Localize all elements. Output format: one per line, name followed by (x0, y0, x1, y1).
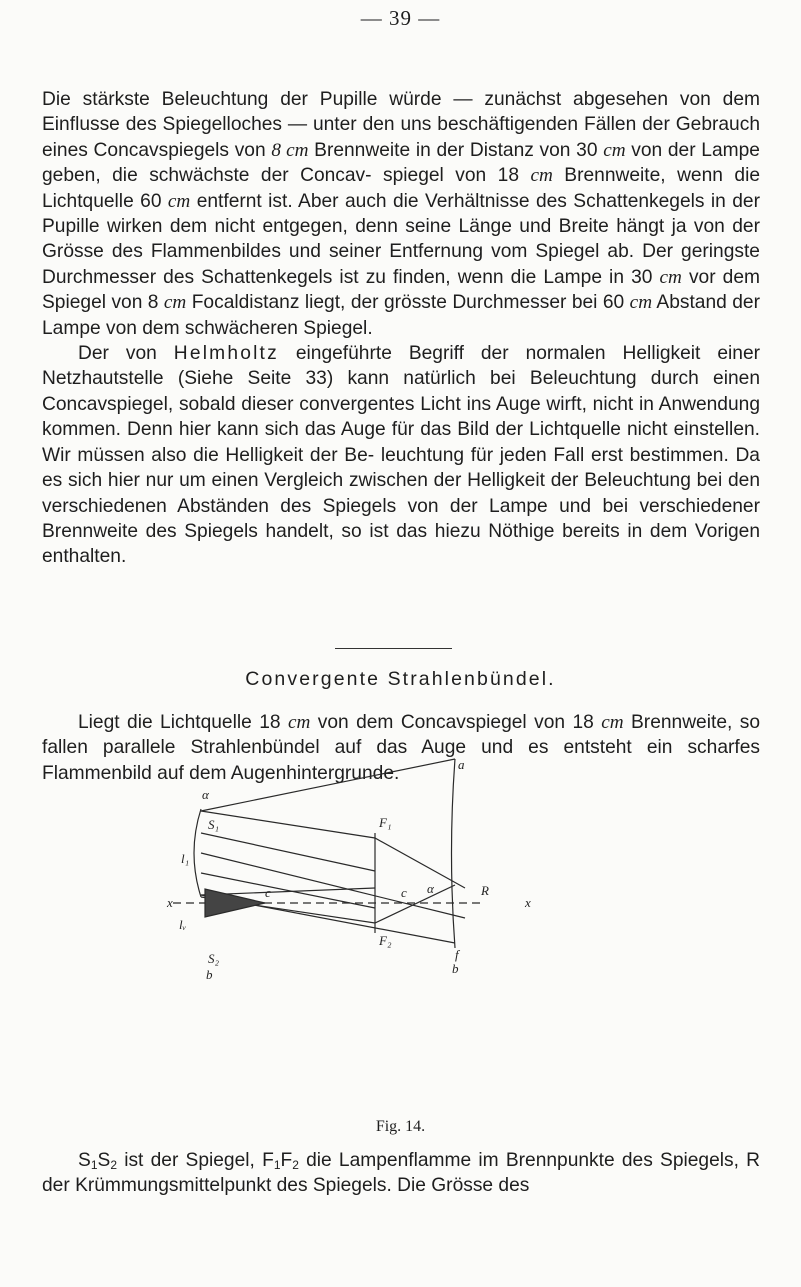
ray-line (201, 833, 375, 871)
unit-italic: cm (163, 292, 187, 314)
symbol: F (280, 1150, 293, 1171)
text-line: 60 (602, 292, 630, 314)
text-line: Netzhautstelle (Siehe Seite 33) kann natürlich bei Beleuchtung durch einen (42, 368, 760, 390)
section-heading: Convergente Strahlenbündel. (245, 668, 556, 690)
unit-italic: 8 cm (271, 139, 309, 161)
text-line: von dem Einflusse des Spiegelloches — unter den uns beschäftigenden (42, 89, 760, 136)
unit-italic: cm (629, 292, 653, 314)
text-line: Focaldistanz liegt, der grösste Durchmesser bei (186, 292, 598, 314)
text-line: leuchtung für jeden Fall erst bestimmen. Da es sich hier nur um einen (42, 444, 760, 492)
paragraph-block-2 (42, 710, 760, 786)
paragraph-block-1 (42, 87, 760, 570)
label-r: R (481, 883, 489, 898)
text-line: nicht entgegen, denn seine Länge und Breite hängt ja von der Grösse des (42, 216, 760, 263)
ray-line (201, 811, 465, 888)
paragraph-helmholtz (42, 341, 760, 570)
figure-caption: Fig. 14. (375, 1118, 426, 1135)
paragraph-mirror-description (42, 1148, 760, 1199)
text-line: Anwendung kommen. Denn hier kann sich das Auge für das Bild der (42, 393, 760, 441)
text-line: entfernt ist. (190, 190, 293, 212)
text-line: vor dem Spiegel von 8 (42, 266, 760, 314)
text-line: Brennweite, wenn die Lichtquelle 60 (42, 165, 761, 212)
text-line: von der Lampe geben, die schwächste der Concav- (42, 139, 760, 187)
mirror-arc (194, 809, 201, 897)
subscript: 2 (292, 1158, 299, 1172)
text-line: Lichtquelle nicht einstellen. Wir müssen also die Helligkeit der Be- (42, 419, 760, 466)
page-number: — 39 — (360, 6, 441, 30)
label-alpha-2: α (427, 881, 434, 896)
label-alpha: α (202, 787, 209, 802)
label-lv: lᵥ (179, 917, 187, 932)
eye-arc (452, 759, 456, 948)
text-line: Liegt die Lichtquelle 18 (78, 712, 288, 733)
text-line: des Spiegels handelt, so ist das hiezu Nöthige bereits in dem Vorigen (145, 520, 760, 542)
text-line: Distanz von 30 (469, 139, 604, 161)
text-line: Brennweite in der (308, 139, 465, 161)
label-s2: S₂ (208, 951, 220, 966)
label-x-left: x (167, 895, 173, 910)
paragraph-block-3 (42, 1148, 760, 1199)
author-name: Helmholtz (173, 343, 279, 365)
label-b-low: b (206, 967, 213, 982)
symbol: S (78, 1150, 91, 1171)
unit-italic: cm (530, 165, 553, 187)
unit-italic: cm (659, 266, 682, 288)
text-line: Flammenbildes und seiner Entfernung vom Spiegel ab. Der geringste (150, 241, 760, 263)
label-b-bottom: b (452, 961, 459, 976)
text-line: Spiegels, R der Krümmungsmittelpunkt des Spiegels. Die Grösse des (42, 1150, 761, 1197)
text-line: Vergleich zwischen der Helligkeit der Beleuchtung bei den verschiedenen (42, 470, 761, 517)
text-line: Abstand der Lampe von dem schwächeren Spiegel. (42, 292, 760, 339)
text-line: Der von (78, 343, 174, 365)
text-line: Aber auch die Verhältnisse des Schattenkegels in der Pupille wirken dem (42, 190, 760, 238)
figure-14-diagram (165, 757, 595, 1113)
text-line: enthalten. (42, 546, 127, 568)
text-line: spiegel von 18 (383, 165, 531, 187)
label-c2: c (401, 885, 407, 900)
label-s1: S₁ (208, 817, 220, 832)
unit-italic: cm (287, 712, 311, 733)
text-line: Concavspiegel, sobald dieser convergentes Licht ins Auge wirft, nicht in (42, 393, 654, 415)
label-f: f (455, 947, 459, 962)
label-c1: c (265, 885, 271, 900)
text-line: Fällen der Gebrauch eines Concavspiegels von (42, 114, 760, 161)
unit-italic: cm (603, 139, 626, 161)
label-f1: F₁ (379, 815, 392, 830)
text-line: Abständen des Spiegels von der Lampe und bei verschiedener Brennweite (42, 495, 760, 542)
text-line: von dem Concavspiegel von 18 (310, 712, 602, 733)
label-a-top: a (458, 757, 465, 772)
label-f2: F₂ (379, 933, 392, 948)
paragraph-illumination (42, 87, 760, 341)
label-l1: l₁ (181, 851, 190, 866)
text-line: Durchmesser des Schattenkegels ist zu finden, wenn die Lampe in 30 (42, 266, 660, 288)
subscript: 1 (90, 1158, 98, 1172)
subscript: 1 (273, 1158, 281, 1172)
subscript: 2 (110, 1158, 117, 1172)
text-line: eingeführte Begriff der normalen Helligkeit einer (278, 343, 761, 365)
symbol: S (97, 1150, 111, 1171)
unit-italic: cm (601, 712, 624, 733)
text-line: die Lampenflamme im Brennpunkte des (298, 1150, 653, 1171)
text-line: Die stärkste Beleuchtung der Pupille würde — zunächst abgesehen (42, 89, 669, 110)
section-divider (335, 648, 452, 649)
text-line: ist der Spiegel, F (117, 1150, 274, 1171)
text-line: Brennweite, so fallen parallele Strahlenbündel auf das Auge und es entsteht (42, 712, 761, 759)
unit-italic: cm (167, 190, 191, 212)
paragraph-convergent (42, 710, 760, 786)
text-line: ein scharfes Flammenbild auf dem Augenhintergrunde. (42, 737, 760, 784)
label-x-right: x (525, 895, 531, 910)
